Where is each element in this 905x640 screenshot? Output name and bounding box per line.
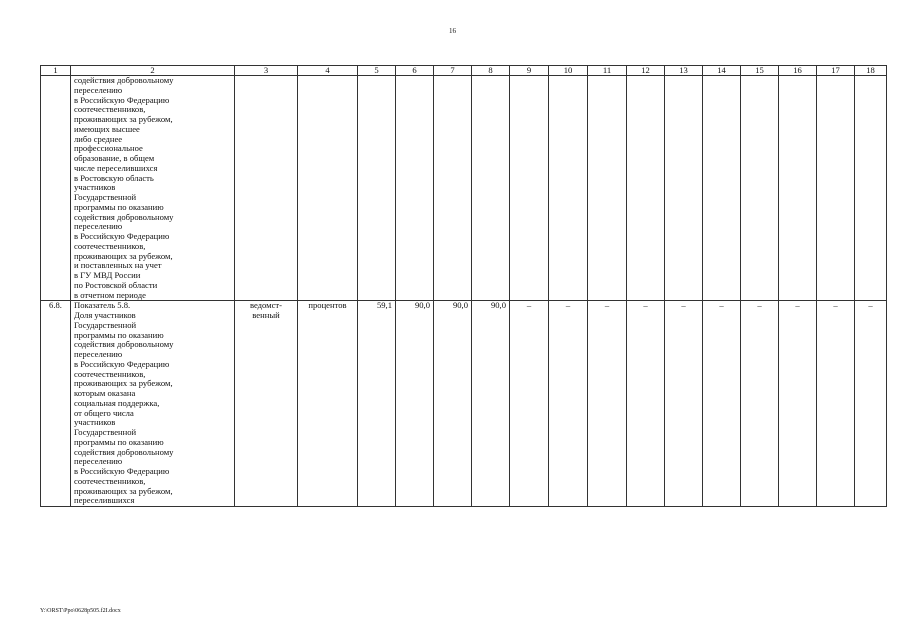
empty-cell <box>703 76 741 301</box>
indicators-table <box>40 65 887 507</box>
empty-cell <box>235 76 298 301</box>
description-line: программы по оказанию <box>74 436 164 447</box>
description-line: содействия добровольному <box>74 446 174 457</box>
description-line: переселившихся <box>74 495 135 506</box>
indicator-row <box>41 301 887 507</box>
description-line: в Российскую Федерацию <box>74 466 170 476</box>
page-number: 16 <box>449 27 456 35</box>
empty-cell <box>396 76 434 301</box>
dash-cell: – <box>779 301 817 507</box>
description-line: Государственной <box>74 319 137 330</box>
empty-cell <box>627 76 665 301</box>
column-header: 4 <box>298 66 358 76</box>
dash-cell: – <box>741 301 779 507</box>
column-header: 11 <box>588 66 627 76</box>
description-line: в Российскую Федерацию <box>74 94 170 105</box>
table-header-row <box>41 66 887 76</box>
description-line: переселению <box>74 221 123 232</box>
description-line: участников <box>74 182 116 193</box>
column-header: 5 <box>358 66 396 76</box>
column-header: 18 <box>855 66 887 76</box>
description-line: профессиональное <box>74 143 143 154</box>
empty-cell <box>434 76 472 301</box>
column-header: 10 <box>549 66 588 76</box>
column-header: 9 <box>510 66 549 76</box>
description-line: соотечественников, <box>74 368 146 379</box>
column-header: 16 <box>779 66 817 76</box>
description-line: которым оказана <box>74 388 136 398</box>
column-header: 2 <box>71 66 235 76</box>
description-line: Доля участников <box>74 310 136 320</box>
description-line: соотечественников, <box>74 475 146 486</box>
description-line: либо среднее <box>74 133 123 144</box>
value-cell: 59,1 <box>358 301 396 507</box>
dash-cell: – <box>510 301 549 507</box>
description-line: участников <box>74 417 116 428</box>
dash-cell: – <box>588 301 627 507</box>
empty-cell <box>817 76 855 301</box>
description-line: в Ростовскую область <box>74 172 154 183</box>
dash-cell: – <box>665 301 703 507</box>
description-line: в ГУ МВД России <box>74 270 141 280</box>
description-line: Государственной <box>74 192 137 202</box>
indicator-description-cell <box>71 76 235 301</box>
description-line: программы по оказанию <box>74 329 164 340</box>
dash-cell: – <box>627 301 665 507</box>
description-line: числе переселившихся <box>74 162 158 173</box>
description-line: в Российскую Федерацию <box>74 358 170 369</box>
description-line: в Российскую Федерацию <box>74 231 170 241</box>
description-line: проживающих за рубежом, <box>74 250 173 261</box>
column-header: 15 <box>741 66 779 76</box>
description-line: проживающих за рубежом, <box>74 378 173 389</box>
indicator-description-cell <box>71 301 235 507</box>
description-line: содействия добровольному <box>74 211 174 222</box>
description-line: содействия добровольному <box>74 339 174 350</box>
column-header: 14 <box>703 66 741 76</box>
source-line: венный <box>252 310 280 320</box>
description-line: проживающих за рубежом, <box>74 114 173 124</box>
empty-cell <box>665 76 703 301</box>
description-line: от общего числа <box>74 407 134 418</box>
dash-cell: – <box>855 301 887 507</box>
unit-cell: процентов <box>298 301 358 507</box>
description-line: переселению <box>74 84 123 95</box>
column-header: 17 <box>817 66 855 76</box>
value-cell: 90,0 <box>472 301 510 507</box>
column-header: 12 <box>627 66 665 76</box>
description-line: соотечественников, <box>74 240 146 251</box>
document-file-path: Y:\ORST\Ppo\0628p505.f2I.docx <box>40 608 121 614</box>
empty-cell <box>855 76 887 301</box>
column-header: 3 <box>235 66 298 76</box>
empty-cell <box>588 76 627 301</box>
description-line: содействия добровольному <box>74 75 174 85</box>
description-line: социальная поддержка, <box>74 397 160 408</box>
description-line: в отчетном периоде <box>74 289 146 300</box>
description-line: проживающих за рубежом, <box>74 485 173 496</box>
description-line: имеющих высшее <box>74 123 140 134</box>
empty-cell <box>779 76 817 301</box>
column-header: 6 <box>396 66 434 76</box>
empty-cell <box>358 76 396 301</box>
empty-cell <box>741 76 779 301</box>
row-number-cell <box>41 76 71 301</box>
description-line: и поставленных на учет <box>74 260 162 271</box>
source-line: ведомст- <box>249 300 283 311</box>
description-line: соотечественников, <box>74 104 146 115</box>
column-header: 13 <box>665 66 703 76</box>
continuation-row <box>41 76 887 301</box>
description-line: Показатель 5.8. <box>74 300 131 311</box>
description-line: образование, в общем <box>74 153 155 163</box>
empty-cell <box>472 76 510 301</box>
dash-cell: – <box>703 301 741 507</box>
description-line: Государственной <box>74 427 137 437</box>
value-cell: 90,0 <box>396 301 434 507</box>
dash-cell: – <box>817 301 855 507</box>
empty-cell <box>298 76 358 301</box>
data-source-cell <box>235 301 298 507</box>
description-line: по Ростовской области <box>74 279 158 290</box>
empty-cell <box>549 76 588 301</box>
description-line: программы по оказанию <box>74 201 164 212</box>
value-cell: 90,0 <box>434 301 472 507</box>
description-line: переселению <box>74 349 123 359</box>
dash-cell: – <box>549 301 588 507</box>
column-header: 7 <box>434 66 472 76</box>
empty-cell <box>510 76 549 301</box>
row-number-cell: 6.8. <box>41 301 71 507</box>
column-header: 8 <box>472 66 510 76</box>
column-header: 1 <box>41 66 71 76</box>
description-line: переселению <box>74 456 123 467</box>
